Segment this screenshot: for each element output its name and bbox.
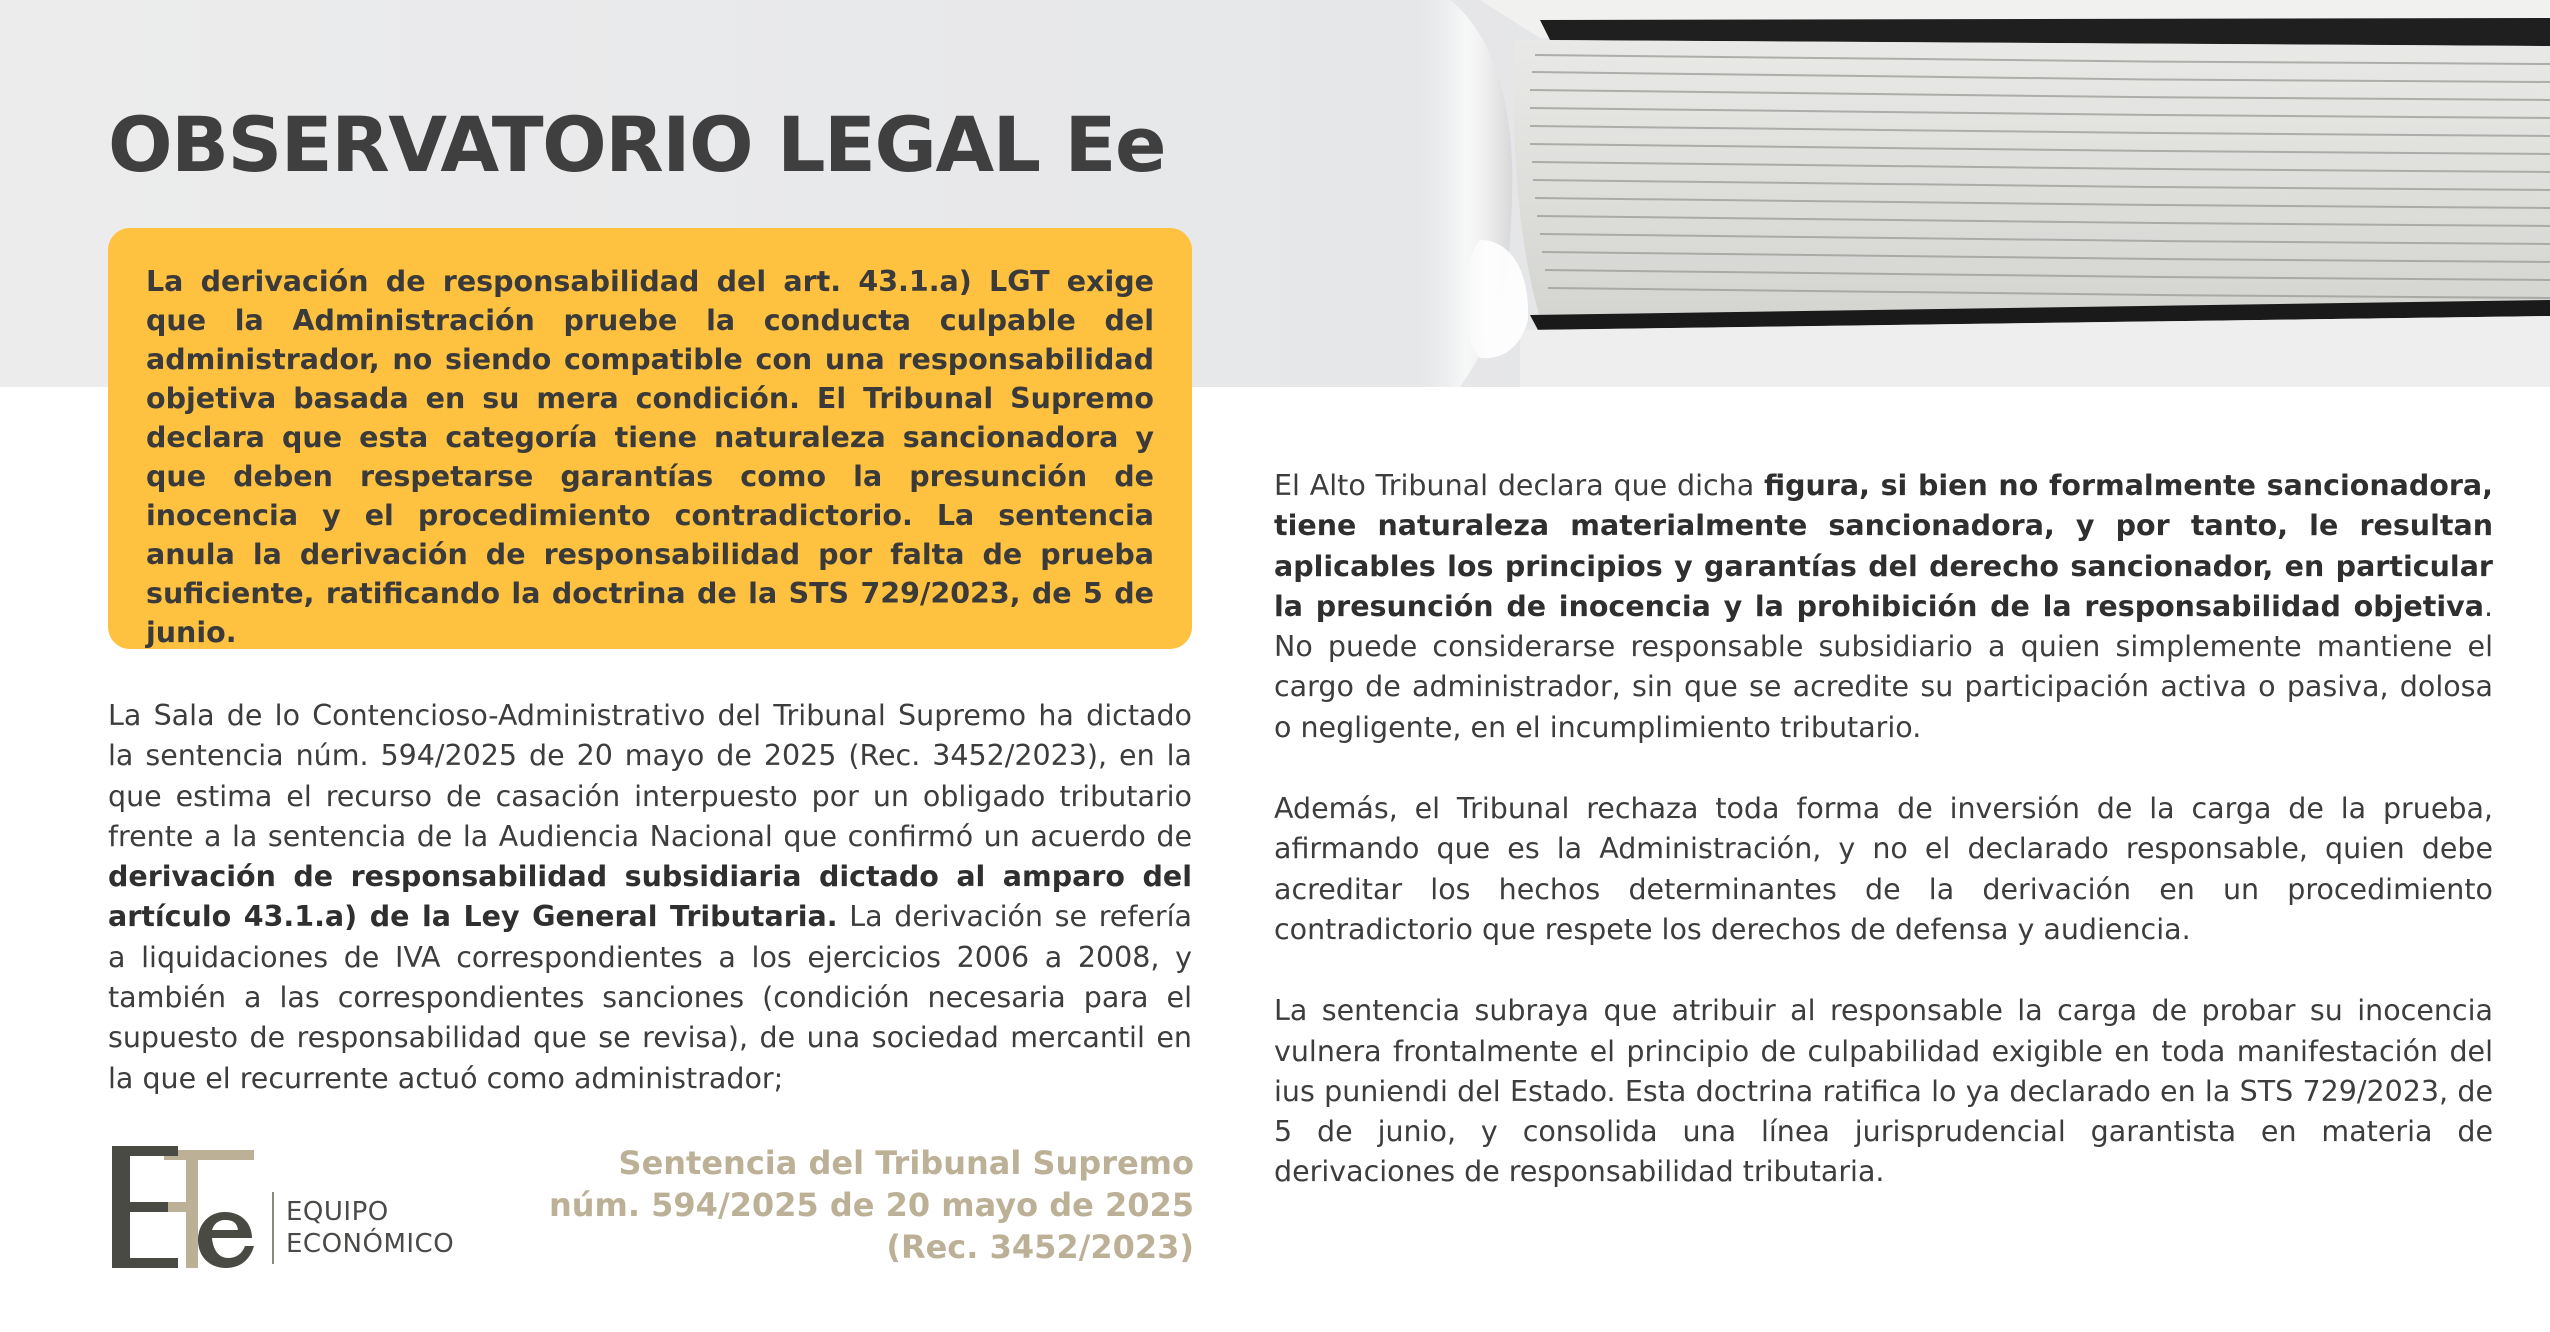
intro-paragraph	[108, 696, 1192, 1099]
intro-text-part2: La derivación se refería a liquidaciones de IVA correspondientes a los ejercicios 2006 a 2008, y también a las correspondientes sanciones (condición necesaria para el supuesto de responsabilidad que se revisa), de una sociedad mercantil en la que el recurrente actuó como administrador;	[108, 900, 1193, 1095]
intro-text-part1: La Sala de lo Contencioso-Administrativo del Tribunal Supremo ha dictado la sentencia núm. 594/2025 de 20 mayo de 2025 (Rec. 3452/2023), en la que estima el recurso de casación interpuesto por un obligado tributario frente a la sentencia de la Audiencia Nacional que confirmó un acuerdo de	[108, 699, 1192, 853]
book-pages-photo	[1420, 0, 2550, 387]
right-paragraph-2: Además, el Tribunal rechaza toda forma de inversión de la carga de la prueba, afirmando que es la Administración, y no el declarado responsable, quien debe acreditar los hechos determinantes de la derivación en un procedimiento contradictorio que respete los derechos de defensa y audiencia.	[1274, 792, 2493, 946]
citation-line-2: núm. 594/2025 de 20 mayo de 2025	[548, 1186, 1194, 1224]
summary-text: La derivación de responsabilidad del art. 43.1.a) LGT exige que la Administración pruebe la conducta culpable del administrador, no siendo compatible con una responsabilidad objetiva basada en su mera condición. El Tribunal Supremo declara que esta categoría tiene naturaleza sancionadora y que deben respetarse garantías como la presunción de inocencia y el procedimiento contradictorio. La sentencia anula la derivación de responsabilidad por falta de prueba suficiente, ratificando la doctrina de la STS 729/2023, de 5 de junio.	[146, 265, 1154, 649]
equipo-economico-logo	[108, 1142, 548, 1272]
left-column	[108, 696, 1192, 1099]
logo-divider	[272, 1192, 274, 1264]
right-p1-part2: . No puede considerarse responsable subsidiario a quien simplemente mantiene el cargo de administrador, sin que se acredite su participación activa o pasiva, dolosa o negligente, en el incumplimiento tributario.	[1274, 589, 2493, 744]
logo-wordmark	[286, 1196, 454, 1260]
citation-block	[520, 1142, 1194, 1268]
right-paragraph-3: La sentencia subraya que atribuir al responsable la carga de probar su inocencia vulnera frontalmente el principio de culpabilidad exigible en toda manifestación del ius puniendi del Estado. Esta doctrina ratifica lo ya declarado en la STS 729/2023, de 5 de junio, y consolida una línea jurisprudencial garantista en materia de derivaciones de responsabilidad tributaria.	[1274, 994, 2493, 1189]
right-p1-bold: figura, si bien no formalmente sancionadora, tiene naturaleza materialmente sancionadora, y por tanto, le resultan aplicables los principios y garantías del derecho sancionador, en particular la presunción de inocencia y la prohibición de la responsabilidad objetiva	[1274, 469, 2493, 623]
right-paragraph-1	[1274, 466, 2493, 748]
logo-line-2: ECONÓMICO	[286, 1229, 455, 1259]
logo-mark-icon	[108, 1142, 258, 1272]
right-p1-part1: El Alto Tribunal declara que dicha	[1274, 469, 1764, 502]
summary-highlight-box	[108, 228, 1192, 649]
page-title: OBSERVATORIO LEGAL Ee	[108, 100, 1165, 189]
intro-text-bold: derivación de responsabilidad subsidiaria dictado al amparo del artículo 43.1.a) de la Ley General Tributaria.	[108, 860, 1192, 934]
citation-line-3: (Rec. 3452/2023)	[886, 1228, 1194, 1266]
citation-line-1: Sentencia del Tribunal Supremo	[618, 1144, 1194, 1182]
logo-line-1: EQUIPO	[286, 1197, 389, 1227]
right-column	[1274, 466, 2493, 1193]
